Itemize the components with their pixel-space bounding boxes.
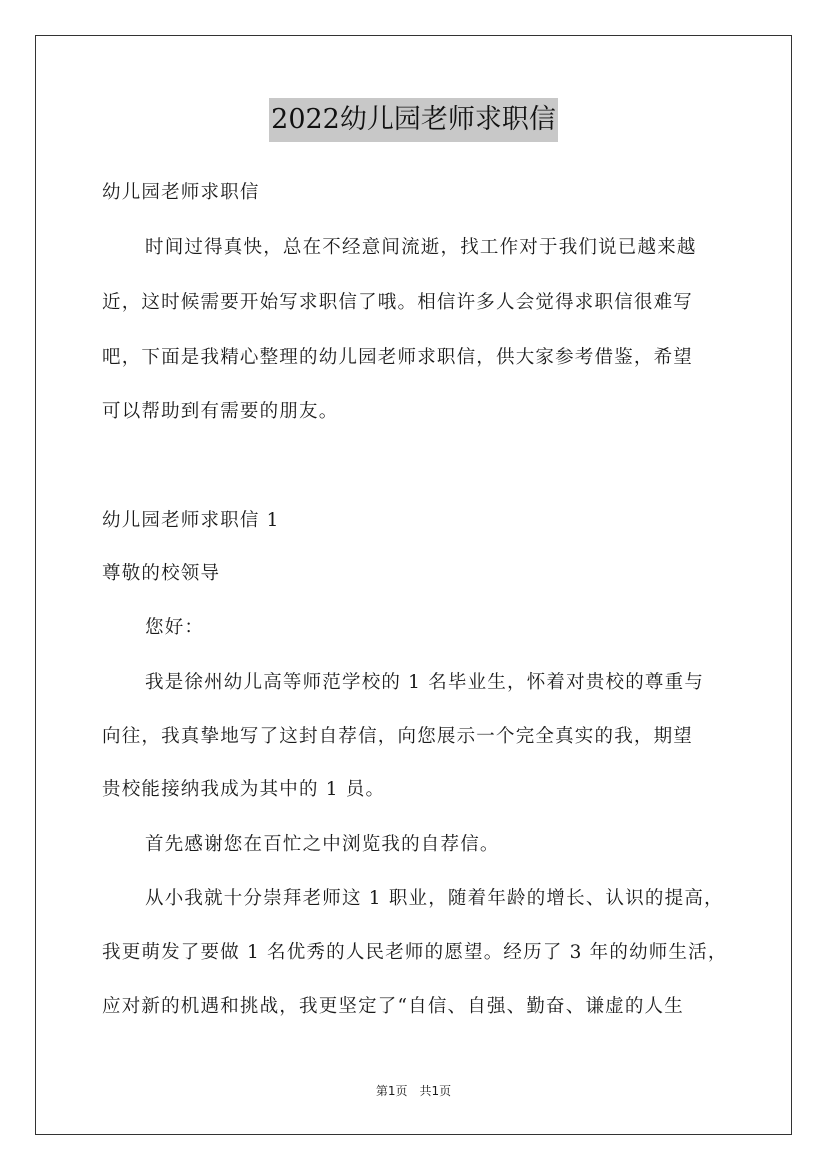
paragraph-line: 向往，我真挚地写了这封自荐信，向您展示一个完全真实的我，期望 <box>102 726 694 747</box>
page-footer: 第1页 共1页 <box>375 1084 452 1098</box>
paragraph-line: 应对新的机遇和挑战，我更坚定了“自信、自强、勤奋、谦虚的人生 <box>102 996 684 1017</box>
document-title: 2022幼儿园老师求职信 <box>269 98 558 142</box>
intro-line: 近，这时候需要开始写求职信了哦。相信许多人会觉得求职信很难写 <box>102 292 694 313</box>
salutation: 尊敬的校领导 <box>102 563 221 584</box>
section-heading: 幼儿园老师求职信 1 <box>102 510 280 531</box>
paragraph-line: 贵校能接纳我成为其中的 1 员。 <box>102 779 386 800</box>
paragraph-line: 从小我就十分崇拜老师这 1 职业，随着年龄的增长、认识的提高， <box>145 888 724 909</box>
intro-line: 吧，下面是我精心整理的幼儿园老师求职信，供大家参考借鉴，希望 <box>102 347 694 368</box>
document-subtitle: 幼儿园老师求职信 <box>102 182 260 203</box>
paragraph-line: 我更萌发了要做 1 名优秀的人民老师的愿望。经历了 3 年的幼师生活， <box>102 942 728 963</box>
intro-line: 时间过得真快，总在不经意间流逝，找工作对于我们说已越来越 <box>145 237 697 258</box>
title-container <box>0 98 827 142</box>
paragraph-line: 首先感谢您在百忙之中浏览我的自荐信。 <box>145 834 500 855</box>
intro-line: 可以帮助到有需要的朋友。 <box>102 401 339 422</box>
paragraph-line: 我是徐州幼儿高等师范学校的 1 名毕业生，怀着对贵校的尊重与 <box>145 672 705 693</box>
greeting: 您好： <box>145 617 205 638</box>
